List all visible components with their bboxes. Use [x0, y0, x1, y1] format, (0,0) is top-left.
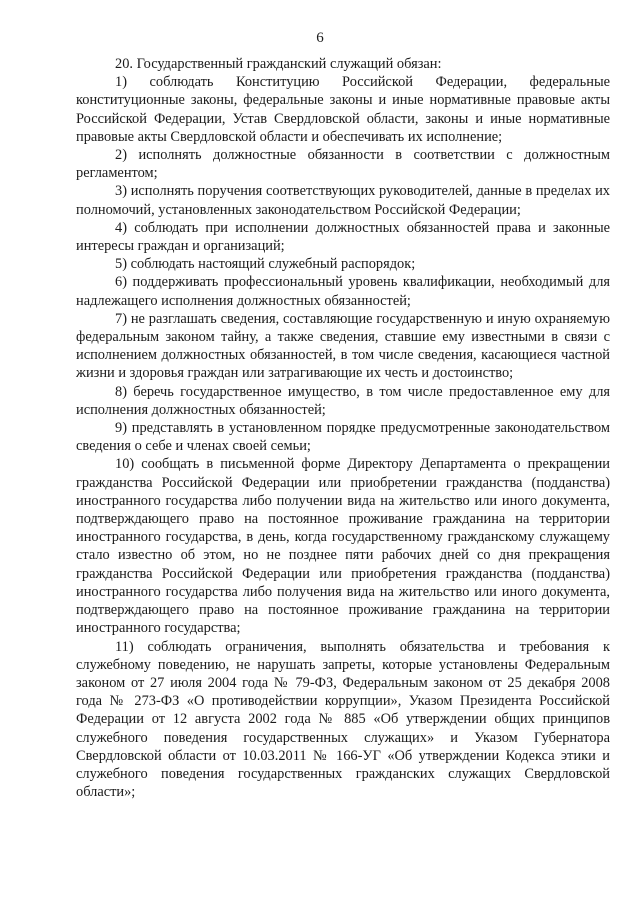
- duty-item-4: 4) соблюдать при исполнении должностных обязанностей права и законные интересы граждан и организаций;: [76, 219, 610, 255]
- page-number: 6: [316, 30, 324, 46]
- duty-item-3: 3) исполнять поручения соответствующих руководителей, данные в пределах их полномочий, установленных законодательством Российской Федерации;: [76, 183, 610, 218]
- duty-item-10: 10) сообщать в письменной форме Директору Департамента о прекращении гражданства Российской Федерации или приобретении гражданства (подданства) иностранного государства либо получении вида на жительство или иного документа, подтверждающего право на постоянное проживание гражданина на территории иностранного государства, в день, когда государственному гражданскому служащему стало известно об этом, но не позднее пяти рабочих дней со дня прекращения гражданства Российской Федерации или приобретения гражданства (подданства) иностранного государства либо получения вида на жительство или иного документа, подтверждающего право на постоянное проживание гражданина на территории иностранного государства;: [76, 456, 610, 637]
- duty-item-1: 1) соблюдать Конституцию Российской Федерации, федеральные конституционные законы, федеральные законы и иные нормативные правовые акты Российской Федерации, Устав Свердловской области, законы и иные нормативные правовые акты Свердловской области и обеспечивать их исполнение;: [76, 74, 610, 145]
- duty-item-7: 7) не разглашать сведения, составляющие государственную и иную охраняемую федеральным законом тайну, а также сведения, ставшие ему известными в связи с исполнением должностных обязанностей, в том числе сведения, касающиеся частной жизни и здоровья граждан или затрагивающие их честь и достоинство;: [76, 310, 610, 382]
- duty-item-11: 11) соблюдать ограничения, выполнять обязательства и требования к служебному поведению, не нарушать запреты, которые установлены Федеральным законом от 27 июля 2004 года № 79-ФЗ, Федеральным законом от 25 декабря 2008 года № 273-ФЗ «О противодействии коррупции», Указом Президента Российской Федерации от 12 августа 2002 года № 885 «Об утверждении общих принципов служебного поведения государственных служащих» и Указом Губернатора Свердловской области от 10.03.2011 № 166-УГ «Об утверждении Кодекса этики и служебного поведения государственных гражданских служащих Свердловской области»;: [76, 638, 610, 801]
- section-intro: 20. Государственный гражданский служащий обязан:: [115, 56, 442, 72]
- duty-item-6: 6) поддерживать профессиональный уровень квалификации, необходимый для надлежащего исполнения должностных обязанностей;: [76, 274, 610, 309]
- document-body: [76, 55, 610, 801]
- duty-item-8: 8) беречь государственное имущество, в том числе предоставленное ему для исполнения должностных обязанностей;: [76, 383, 610, 418]
- duty-item-5: 5) соблюдать настоящий служебный распорядок;: [115, 256, 416, 273]
- duty-item-2: 2) исполнять должностные обязанности в соответствии с должностным регламентом;: [76, 147, 610, 182]
- duty-item-9: 9) представлять в установленном порядке предусмотренные законодательством сведения о себе и членах своей семьи;: [76, 420, 610, 455]
